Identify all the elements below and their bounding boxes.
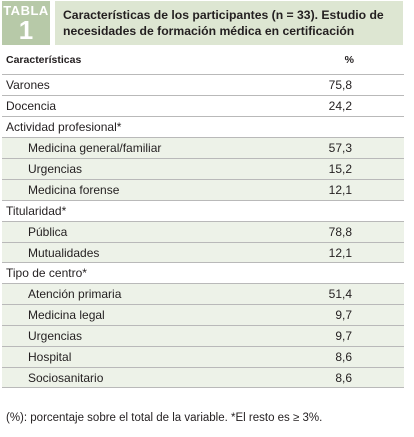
row-value: 15,2 [328,161,352,176]
row-value: 9,7 [335,308,352,323]
row-label: Medicina forense [28,182,120,197]
table-row [2,304,404,325]
row-label: Mutualidades [28,245,100,260]
row-value: 9,7 [335,329,352,344]
table-row [2,200,404,221]
row-label: Urgencias [28,329,83,344]
row-label: Hospital [28,350,72,365]
table-title: Características de los participantes (n = 33). Estudio de necesidades de formación médica en certificación [63,8,384,38]
row-label: Atención primaria [28,287,122,302]
table-row [2,346,404,367]
row-value: 75,8 [328,78,352,92]
table-tag-number: 1 [18,15,34,45]
header-characteristics: Características [6,54,82,66]
table-tag-word: TABLA [3,3,49,18]
row-value: 12,1 [328,245,352,260]
row-label: Medicina general/familiar [28,140,162,155]
table-row [2,283,404,304]
row-label: Medicina legal [28,308,105,323]
table-row [2,242,404,263]
header-percent: % [344,54,354,66]
table-row [2,325,404,346]
table-row [2,179,404,200]
table-row [2,221,404,242]
table-number-tag [2,1,50,45]
row-label: Varones [6,78,50,92]
table-header [2,51,404,69]
table-row [2,95,404,116]
table-row [2,262,404,283]
table-footnote: (%): porcentaje sobre el total de la variable. *El resto es ≥ 3%. [6,412,323,424]
table-row [2,116,404,137]
row-label: Tipo de centro* [6,266,87,281]
row-label: Urgencias [28,161,83,176]
row-label: Actividad profesional* [6,119,122,134]
row-value: 12,1 [328,182,352,197]
table-row [2,158,404,179]
table-row [2,137,404,158]
row-label: Docencia [6,98,57,113]
table-body [2,74,404,388]
row-value: 8,6 [335,350,352,365]
table-row [2,367,404,388]
row-label: Pública [28,224,68,239]
row-value: 8,6 [335,371,352,386]
row-value: 51,4 [328,287,352,302]
row-value: 57,3 [328,140,352,155]
row-value: 24,2 [328,98,352,113]
table-title-box [55,1,403,45]
row-label: Sociosanitario [28,371,104,386]
row-label: Titularidad* [6,203,67,218]
table-row [2,74,404,95]
row-value: 78,8 [328,224,352,239]
